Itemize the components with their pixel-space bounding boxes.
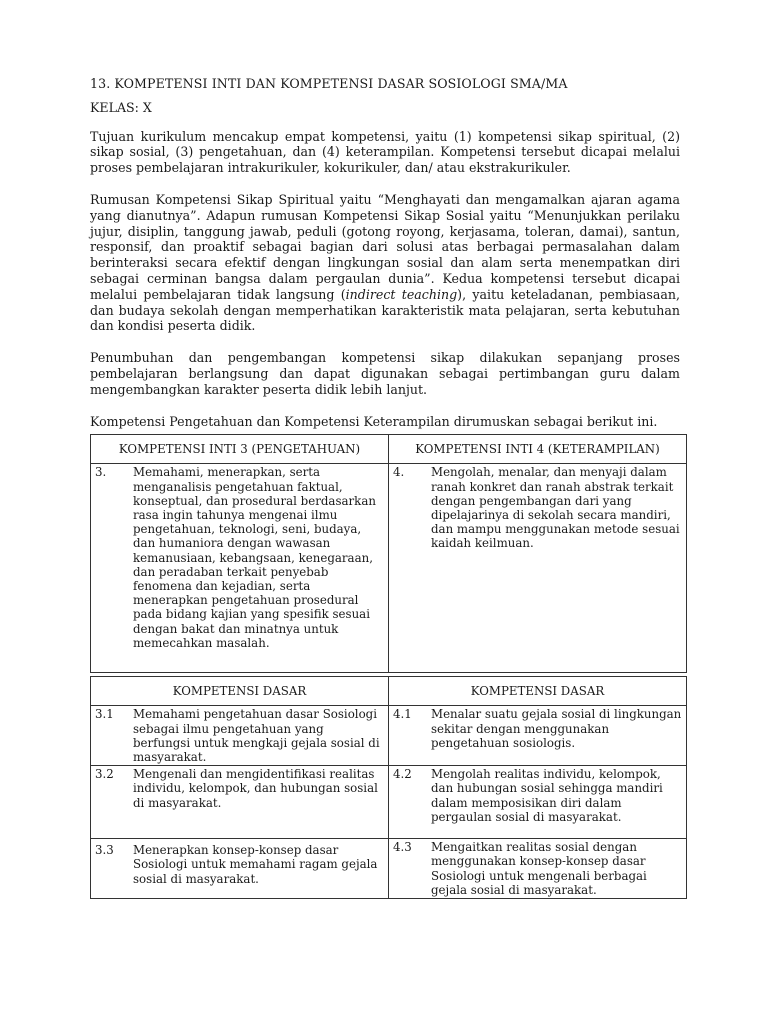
kd-right-header: KOMPETENSI DASAR (389, 677, 687, 706)
kd-text: Mengenali dan mengidentifikasi realitas individu, kelompok, dan hubungan sosial di masyarakat. (133, 767, 378, 810)
document-page (90, 76, 680, 899)
paragraph-attitude-development: Penumbuhan dan pengembangan kompetensi sikap dilakukan sepanjang proses pembelajaran berlangsung dan dapat digunakan sebagai pertimbangan guru dalam mengembangkan karakter peserta didik lebih lanjut. (90, 350, 680, 397)
ki3-cell (91, 464, 389, 673)
paragraph-attitude-competencies (90, 192, 680, 334)
paragraph-curriculum-goals: Tujuan kurikulum mencakup empat kompetensi, yaitu (1) kompetensi sikap spiritual, (2) sikap sosial, (3) pengetahuan, dan (4) keterampilan. Kompetensi tersebut dicapai melalui proses pembelajaran intrakurikuler, kokurikuler, dan/ atau ekstrakurikuler. (90, 128, 680, 176)
kd-number: 3.3 (95, 843, 114, 858)
document-title: 13. KOMPETENSI INTI DAN KOMPETENSI DASAR SOSIOLOGI SMA/MA (90, 76, 568, 91)
kd-number: 3.1 (95, 707, 114, 722)
kd-text: Menerapkan konsep-konsep dasar Sosiologi untuk memahami ragam gejala sosial di masyarakat. (133, 843, 378, 886)
paragraph-text: ), yaitu keteladanan, pembiasaan, dan budaya sekolah dengan memperhatikan karakteristik mata pelajaran, serta kebutuhan dan kondisi peserta didik. (90, 286, 680, 334)
kd-left-cell (91, 839, 389, 899)
kd-text: Mengaitkan realitas sosial dengan menggunakan konsep-konsep dasar Sosiologi untuk mengenali berbagai gejala sosial di masyarakat. (431, 840, 647, 897)
kd-text: Menalar suatu gejala sosial di lingkungan sekitar dengan menggunakan pengetahuan sosiologis. (431, 707, 682, 750)
italic-term: indirect teaching (345, 286, 458, 302)
ki3-header: KOMPETENSI INTI 3 (PENGETAHUAN) (91, 435, 389, 464)
paragraph-knowledge-skills-intro: Kompetensi Pengetahuan dan Kompetensi Keterampilan dirumuskan sebagai berikut ini. (90, 413, 658, 429)
kd-text: Mengolah realitas individu, kelompok, dan hubungan sosial sehingga mandiri dalam memposisikan diri dalam pergaulan sosial di masyarakat. (431, 767, 663, 824)
class-label: KELAS: X (90, 99, 152, 115)
ki4-header: KOMPETENSI INTI 4 (KETERAMPILAN) (389, 435, 687, 464)
kd-left-header: KOMPETENSI DASAR (91, 677, 389, 706)
ki4-number: 4. (393, 465, 405, 480)
kd-text: Memahami pengetahuan dasar Sosiologi sebagai ilmu pengetahuan yang berfungsi untuk mengkaji gejala sosial di masyarakat. (133, 707, 380, 764)
kd-right-cell (389, 839, 687, 899)
kd-number: 4.3 (393, 840, 412, 855)
kd-number: 3.2 (95, 767, 114, 782)
ki3-number: 3. (95, 465, 107, 480)
kd-right-cell (389, 766, 687, 839)
kd-left-cell (91, 766, 389, 839)
ki3-text: Memahami, menerapkan, serta menganalisis pengetahuan faktual, konseptual, dan prosedural berdasarkan rasa ingin tahunya mengenai ilmu pengetahuan, teknologi, seni, budaya, dan humaniora dengan wawasan kemanusiaan, kebangsaan, kenegaraan, dan peradaban terkait penyebab fenomena dan kejadian, serta menerapkan pengetahuan prosedural pada bidang kajian yang spesifik sesuai dengan bakat dan minatnya untuk memecahkan masalah. (133, 465, 376, 650)
kd-right-cell (389, 706, 687, 766)
paragraph-text: Rumusan Kompetensi Sikap Spiritual yaitu “Menghayati dan mengamalkan ajaran agama yang dianutnya”. Adapun rumusan Kompetensi Sikap Sosial yaitu “Menunjukkan perilaku jujur, disiplin, tanggung jawab, peduli (gotong royong, kerjasama, toleran, damai), santun, responsif, dan proaktif sebagai bagian dari solusi atas berbagai permasalahan dalam berinteraksi secara efektif dengan lingkungan sosial dan alam serta menempatkan diri sebagai cerminan bangsa dalam pergaulan dunia”. Kedua kompetensi tersebut dicapai melalui pembelajaran tidak langsung ( (90, 191, 680, 302)
ki4-text: Mengolah, menalar, dan menyaji dalam ranah konkret dan ranah abstrak terkait dengan pengembangan dari yang dipelajarinya di sekolah secara mandiri, dan mampu menggunakan metode sesuai kaidah keilmuan. (431, 465, 680, 551)
basic-competency-table (90, 676, 687, 899)
core-competency-table (90, 434, 687, 673)
ki4-cell (389, 464, 687, 673)
kd-number: 4.2 (393, 767, 412, 782)
kd-number: 4.1 (393, 707, 412, 722)
kd-left-cell (91, 706, 389, 766)
